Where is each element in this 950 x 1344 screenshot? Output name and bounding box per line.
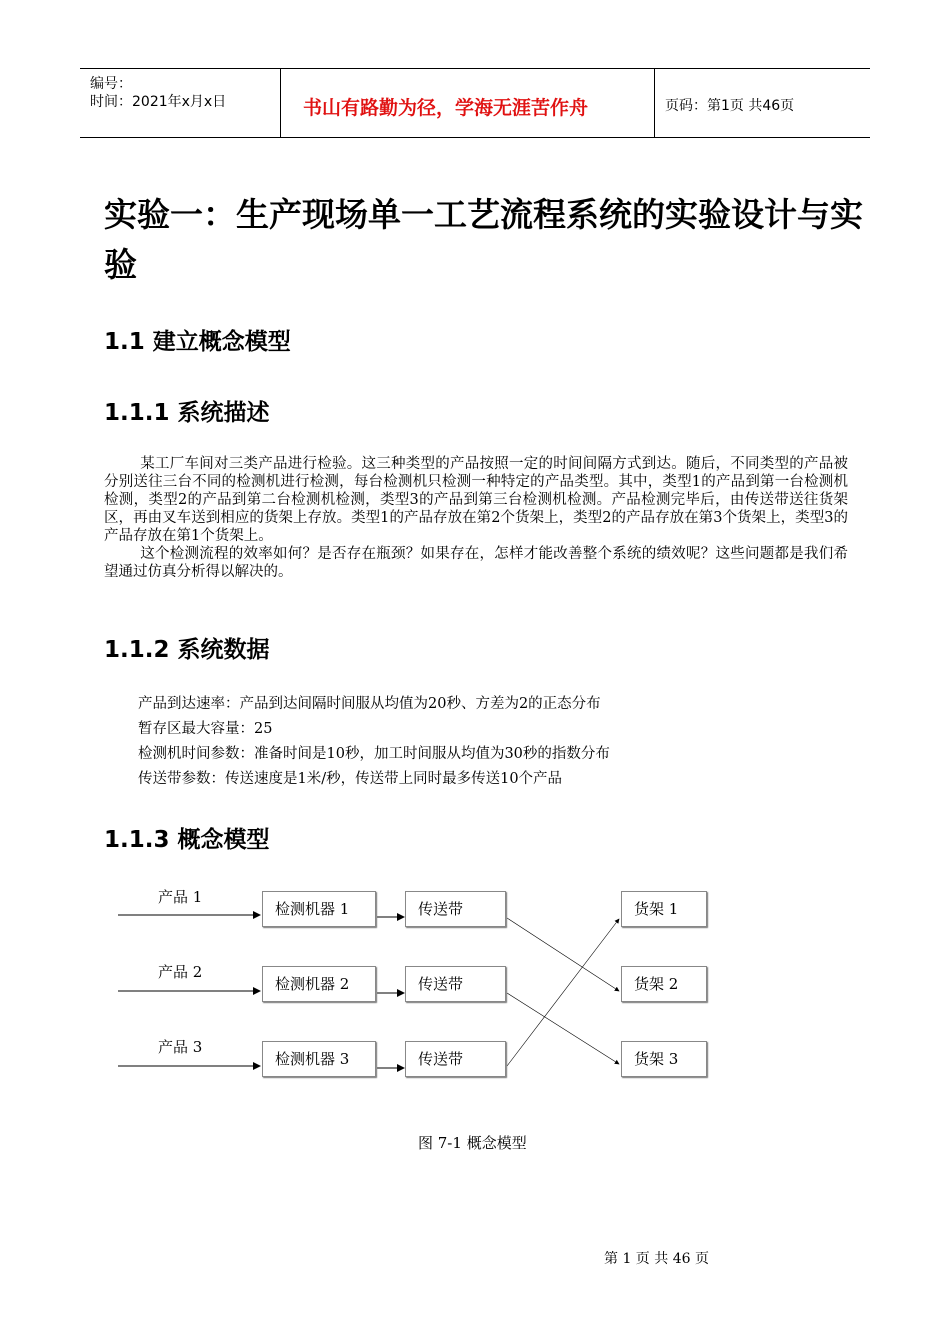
- number-label: 编号：: [90, 76, 132, 92]
- section-heading-1-1-3: 1.1.3 概念模型: [104, 827, 270, 853]
- page-footer: 第 1 页 共 46 页: [604, 1251, 709, 1267]
- description-paragraph-2: 这个检测流程的效率如何？是否存在瓶颈？如果存在，怎样才能改善整个系统的绩效呢？这些问题都是我们希望通过仿真分析得以解决的。: [104, 546, 848, 580]
- time-label: 时间：2021年x月x日: [90, 94, 227, 110]
- arrow-conveyor1-rack2: [507, 918, 619, 991]
- conveyor-box-2: 传送带: [405, 966, 506, 1002]
- section-heading-1-1: 1.1 建立概念模型: [104, 329, 291, 355]
- figure-caption: 图 7-1 概念模型: [418, 1134, 527, 1152]
- product-label-2: 产品 2: [158, 963, 203, 981]
- rack-box-3: 货架 3: [621, 1041, 707, 1077]
- inspector-box-3: 检测机器 3: [262, 1041, 376, 1077]
- motto-text: 书山有路勤为径，学海无涯苦作舟: [303, 97, 589, 119]
- product-label-1: 产品 1: [158, 888, 203, 906]
- document-title: 实验一：生产现场单一工艺流程系统的实验设计与实验: [104, 195, 863, 284]
- conveyor-box-1: 传送带: [405, 891, 506, 927]
- section-heading-1-1-2: 1.1.2 系统数据: [104, 637, 270, 663]
- data-line-inspector: 检测机时间参数：准备时间是10秒，加工时间服从均值为30秒的指数分布: [138, 746, 610, 762]
- arrow-conveyor3-rack1: [507, 919, 619, 1066]
- data-line-conveyor: 传送带参数：传送速度是1米/秒，传送带上同时最多传送10个产品: [138, 771, 563, 787]
- inspector-box-2: 检测机器 2: [262, 966, 376, 1002]
- product-label-3: 产品 3: [158, 1038, 203, 1056]
- data-line-arrival: 产品到达速率：产品到达间隔时间服从均值为20秒、方差为2的正态分布: [138, 696, 601, 712]
- section-heading-1-1-1: 1.1.1 系统描述: [104, 400, 270, 426]
- data-line-buffer: 暂存区最大容量：25: [138, 721, 273, 737]
- inspector-box-1: 检测机器 1: [262, 891, 376, 927]
- page-info: 页码：第1页 共46页: [665, 98, 795, 114]
- rack-box-1: 货架 1: [621, 891, 707, 927]
- conveyor-box-3: 传送带: [405, 1041, 506, 1077]
- arrow-conveyor2-rack3: [507, 993, 619, 1064]
- description-paragraph-1: 某工厂车间对三类产品进行检验。这三种类型的产品按照一定的时间间隔方式到达。随后，不同类型的产品被分别送往三台不同的检测机进行检测，每台检测机只检测一种特定的产品类型。其中，类型1的产品到第一台检测机检测，类型2的产品到第二台检测机检测，类型3的产品到第三台检测机检测。产品检测完毕后，由传送带送往货架区，再由叉车送到相应的货架上存放。类型1的产品存放在第2个货架上，类型2的产品存放在第3个货架上，类型3的产品存放在第1个货架上。: [104, 456, 848, 544]
- rack-box-2: 货架 2: [621, 966, 707, 1002]
